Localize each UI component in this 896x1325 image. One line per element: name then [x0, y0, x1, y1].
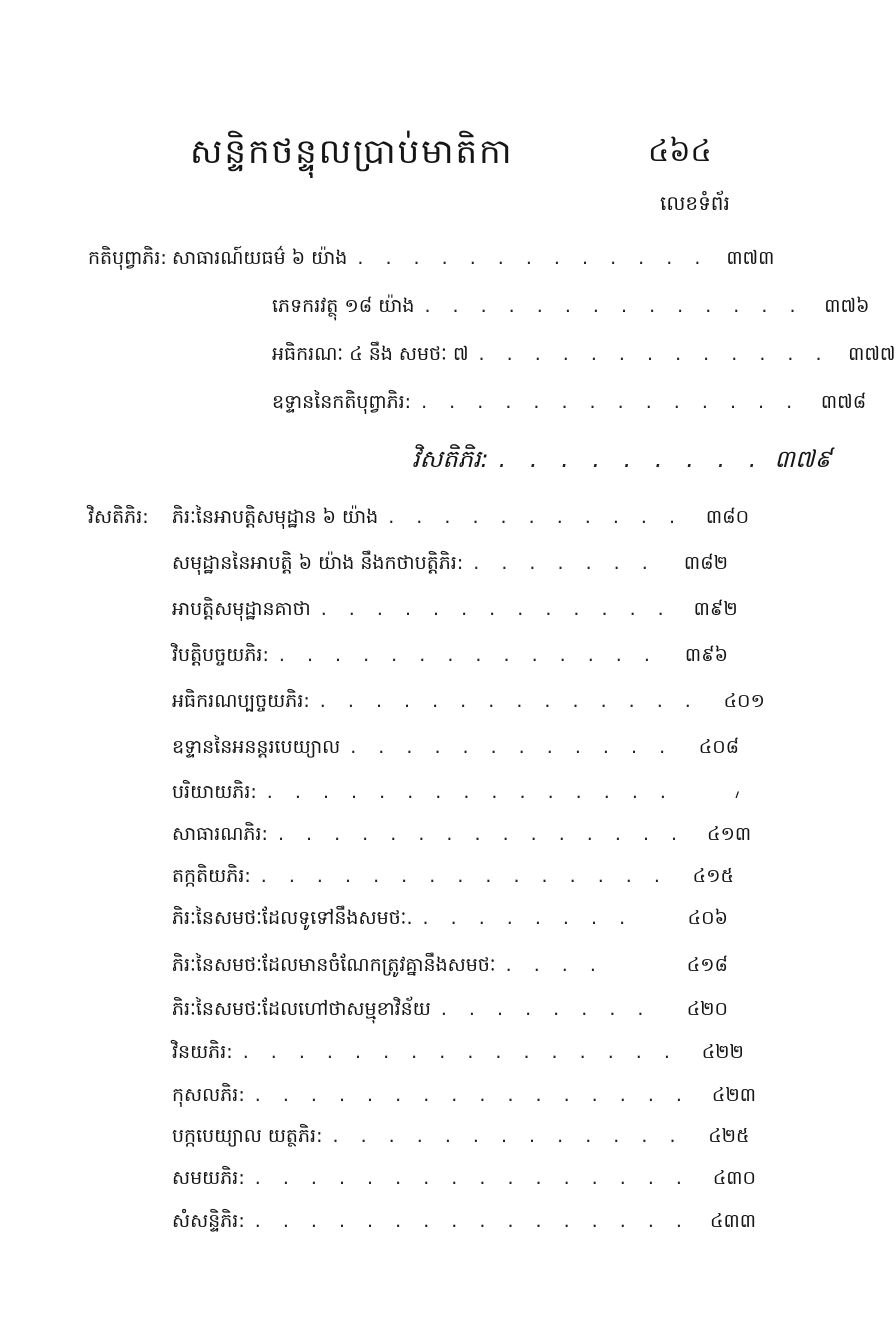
toc-entry-title: អធិករណប្បច្ចយភិរ:: [172, 690, 310, 712]
toc-row: [88, 953, 728, 987]
toc-page-number: ៤២៥: [708, 1125, 750, 1147]
toc-entry-title: សមយភិរ:: [172, 1167, 245, 1189]
toc-entry-title: សាធារណភិរ:: [172, 823, 268, 845]
toc-entry-title: វិនយភិរ:: [172, 1041, 233, 1063]
toc-section-heading: [88, 444, 832, 478]
toc-entry-title: ភិរៈនៃសមថៈដែលទូទៅនឹងសមថៈ.: [172, 907, 413, 929]
toc-row: [88, 1209, 756, 1243]
toc-entry-title: ភិរៈនៃអាបត្តិសមុដ្ឋាន ៦ យ៉ាង: [172, 506, 379, 528]
toc-page-number: ៤០១: [723, 690, 765, 712]
toc-row: [88, 778, 740, 812]
toc-page-number: ៣៧៧: [848, 343, 896, 365]
toc-page-number: ៤១៥: [692, 865, 734, 887]
toc-entry-title: តក្កតិយភិរ:: [172, 865, 251, 887]
toc-row: [88, 551, 728, 585]
toc-entry-title: សំសន្ទិភិរ:: [172, 1210, 245, 1232]
toc-row: [88, 864, 734, 898]
toc-entry-title: វិសតិភិរ:: [412, 445, 489, 473]
toc-page-number: ៤៣៣: [710, 1210, 756, 1232]
toc-row: [88, 689, 765, 723]
toc-leader-dots: . . . . . . . . . . . .: [350, 736, 674, 758]
toc-group-label: វិសតិភិរ:: [88, 506, 149, 528]
toc-page-number: ៣៩២: [693, 598, 738, 620]
toc-leader-dots: . . . . . . . . . . . . . .: [424, 295, 804, 317]
toc-leader-dots: . . . . . . . . . . . . . .: [278, 644, 658, 666]
toc-leader-dots: . . . . . . . . . . . . . .: [319, 690, 699, 712]
toc-page-number: ៣៧៦: [824, 295, 870, 317]
toc-leader-dots: . . . . . . . .: [440, 998, 652, 1020]
toc-row: [88, 342, 896, 376]
toc-entry-title: សាធារណ៍យធម៌ ៦ យ៉ាង: [172, 247, 348, 269]
toc-leader-dots: . . . . . . . . . . . . .: [478, 343, 830, 365]
toc-row: [88, 906, 728, 940]
toc-page-number: ៣៨២: [683, 552, 728, 574]
page-number: ៤៦៤: [648, 134, 712, 169]
toc-entry-title: ឧទ្ទាននៃអនន្តរបេយ្យាល: [172, 736, 341, 758]
toc-leader-dots: . . . . . . . . .: [498, 445, 765, 473]
toc-page-number: ៸: [734, 781, 740, 803]
toc-page-number: ៤០៨: [698, 736, 740, 758]
toc-page-number: ៤២០: [686, 998, 728, 1020]
toc-entry-title: សមុដ្ឋាននៃអាបត្តិ ៦ យ៉ាង នឹងកថាបត្តិភិរ:: [172, 552, 464, 574]
toc-leader-dots: . . . . . . . . . . . . . . . .: [254, 1167, 690, 1189]
toc-entry-title: អាបត្តិសមុដ្ឋានគាថា: [172, 598, 311, 620]
toc-leader-dots: . . . . . . . . . . . . . . . .: [254, 1084, 690, 1106]
toc-page-number: ៣៨០: [705, 506, 750, 528]
toc-leader-dots: . . . . . . . . . . . . . . .: [260, 865, 668, 887]
toc-row: [88, 643, 728, 677]
toc-row: [88, 597, 738, 631]
toc-row: [88, 1124, 750, 1158]
toc-page-number: ៤១៣: [707, 823, 752, 845]
toc-leader-dots: . . . .: [505, 954, 604, 976]
toc-page-number: ៣៧៩: [774, 445, 832, 473]
toc-row: [88, 997, 728, 1031]
toc-leader-dots: . . . . . . .: [473, 552, 656, 574]
toc-leader-dots: . . . . . . . . . . .: [388, 506, 684, 528]
toc-row: [88, 294, 870, 328]
toc-entry-title: ឧទ្ទាននៃកតិបុព្វាភិរ:: [272, 391, 412, 413]
toc-page-number: ៣៩៦: [684, 644, 728, 666]
toc-row: [88, 1166, 756, 1200]
toc-row: [88, 246, 775, 280]
toc-entry-title: បក្កបេយ្យាល យត្ថភិរ:: [172, 1125, 323, 1147]
page-column-label: លេខទំព័រ: [660, 191, 730, 215]
toc-entry-title: ភេទករវត្ថុ ១៨ យ៉ាង: [272, 295, 415, 317]
toc-page-number: ៤២៣: [711, 1084, 756, 1106]
toc-row: [88, 735, 740, 769]
toc-leader-dots: . . . . . . . .: [422, 907, 634, 929]
toc-entry-title: បរិយាយភិរ:: [172, 781, 257, 803]
toc-row: [88, 1083, 756, 1117]
toc-page-number: ៤៣០: [712, 1167, 756, 1189]
toc-page-number: ៤២២: [701, 1041, 744, 1063]
toc-entry-title: ភិរៈនៃសមថៈដែលមានចំណែកត្រូវគ្នានឹងសមថៈ: [172, 954, 496, 976]
toc-leader-dots: . . . . . . . . . . . . . . .: [277, 823, 686, 845]
toc-page-number: ៣៧៨: [820, 391, 867, 413]
toc-row: [88, 505, 750, 539]
toc-leader-dots: . . . . . . . . . . . . . . . .: [254, 1210, 690, 1232]
toc-entry-title: ភិរៈនៃសមថៈដែលហៅថាសម្មុខាវិន័យ: [172, 998, 431, 1020]
toc-entry-title: អធិករណៈ ៤ នឹង សមថៈ ៧: [272, 343, 469, 365]
toc-leader-dots: . . . . . . . . . . . . .: [332, 1125, 684, 1147]
toc-page-number: ៤១៨: [686, 954, 728, 976]
toc-leader-dots: . . . . . . . . . . . . .: [320, 598, 672, 620]
toc-entry-title: កុសលភិរ:: [172, 1084, 245, 1106]
toc-leader-dots: . . . . . . . . . . . . . . .: [266, 781, 674, 803]
toc-page-number: ៣៧៣: [726, 247, 775, 269]
toc-row: [88, 1040, 744, 1074]
page-title: សន្ទិកថន្ទុលប្រាប់មាតិកា: [190, 132, 514, 172]
toc-row: [88, 390, 867, 424]
toc-leader-dots: . . . . . . . . . . . . . .: [421, 391, 801, 413]
toc-leader-dots: . . . . . . . . . . . . .: [357, 247, 709, 269]
toc-row: [88, 822, 752, 856]
toc-leader-dots: . . . . . . . . . . . . . . . .: [242, 1041, 678, 1063]
toc-group-label: កតិបុព្វាភិរ:: [88, 247, 167, 269]
toc-page-number: ៤០៦: [687, 907, 728, 929]
toc-entry-title: វិបត្តិបច្ចយភិរ:: [172, 644, 269, 666]
